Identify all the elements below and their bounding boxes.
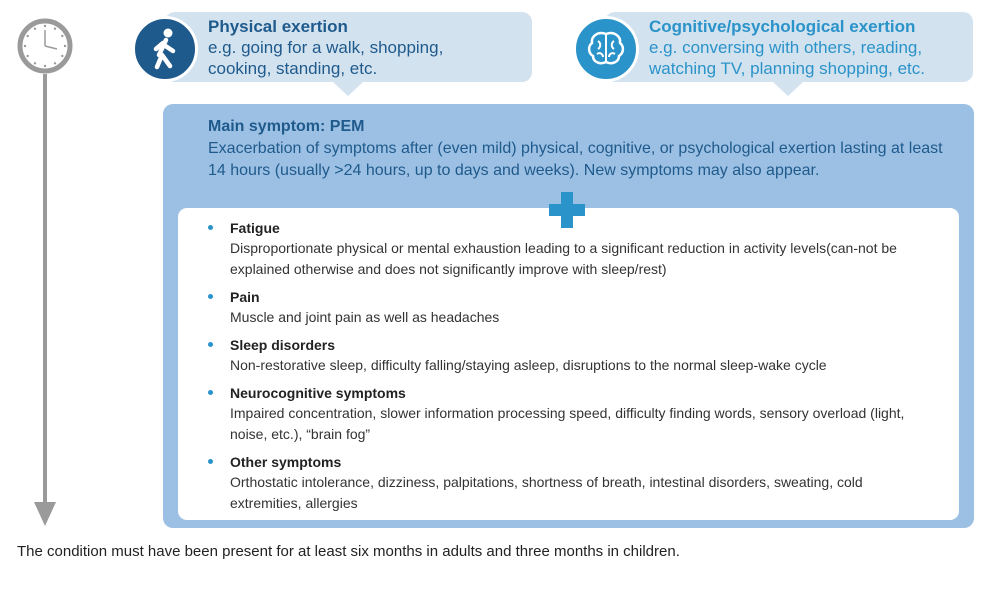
cognitive-exertion-text (649, 16, 925, 79)
timeline-arrowhead (34, 502, 56, 526)
symptom-description: Muscle and joint pain as well as headaches (230, 309, 500, 325)
symptom-description: Orthostatic intolerance, dizziness, palpitations, shortness of breath, intestinal disorders, sweating, cold extremities, allergies (230, 474, 863, 511)
symptom-name: Sleep disorders (230, 337, 336, 353)
symptom-name: Fatigue (230, 220, 280, 236)
physical-exertion-line: e.g. going for a walk, shopping, (208, 38, 444, 57)
symptom-name: Pain (230, 289, 260, 305)
symptom-description: Non-restorative sleep, difficulty falling/staying asleep, disruptions to the normal sleep-wake cycle (230, 357, 827, 373)
physical-exertion-pointer (333, 82, 363, 96)
symptom-item (208, 453, 928, 514)
bullet-icon (208, 459, 213, 464)
bullet-icon (208, 342, 213, 347)
symptom-name: Other symptoms (230, 454, 342, 470)
cognitive-exertion-title: Cognitive/psychological exertion (649, 17, 916, 36)
main-symptom-description: Exacerbation of symptoms after (even mild) physical, cognitive, or psychological exertion lasting at least 14 hours (usually >24 hours, up to days and weeks). New symptoms may also appear. (208, 140, 943, 179)
walking-person-icon (132, 16, 198, 82)
symptom-description: Disproportionate physical or mental exhaustion leading to a significant reduction in activity levels(can-not be explained otherwise and does not significantly improve with sleep/rest) (230, 240, 897, 277)
bullet-icon (208, 294, 213, 299)
footer-note: The condition must have been present for at least six months in adults and three months in children. (17, 543, 680, 560)
brain-icon (573, 16, 639, 82)
main-symptom-title: Main symptom: PEM (208, 118, 365, 135)
bullet-icon (208, 225, 213, 230)
symptom-item (208, 336, 928, 376)
cognitive-exertion-line: e.g. conversing with others, reading, (649, 38, 923, 57)
symptom-name: Neurocognitive symptoms (230, 385, 406, 401)
symptom-description: Impaired concentration, slower information processing speed, difficulty finding words, sensory overload (light, noise, etc.), “brain fog” (230, 405, 905, 442)
cognitive-exertion-pointer (773, 82, 803, 96)
physical-exertion-line: cooking, standing, etc. (208, 59, 378, 78)
bullet-icon (208, 390, 213, 395)
timeline-line (43, 74, 47, 504)
symptom-list (208, 219, 928, 522)
physical-exertion-text (208, 16, 443, 79)
cognitive-exertion-line: watching TV, planning shopping, etc. (649, 59, 925, 78)
symptom-item (208, 219, 928, 280)
plus-icon (549, 204, 585, 216)
clock-icon (17, 18, 73, 74)
symptom-item (208, 288, 928, 328)
physical-exertion-title: Physical exertion (208, 17, 348, 36)
symptom-item (208, 384, 928, 445)
